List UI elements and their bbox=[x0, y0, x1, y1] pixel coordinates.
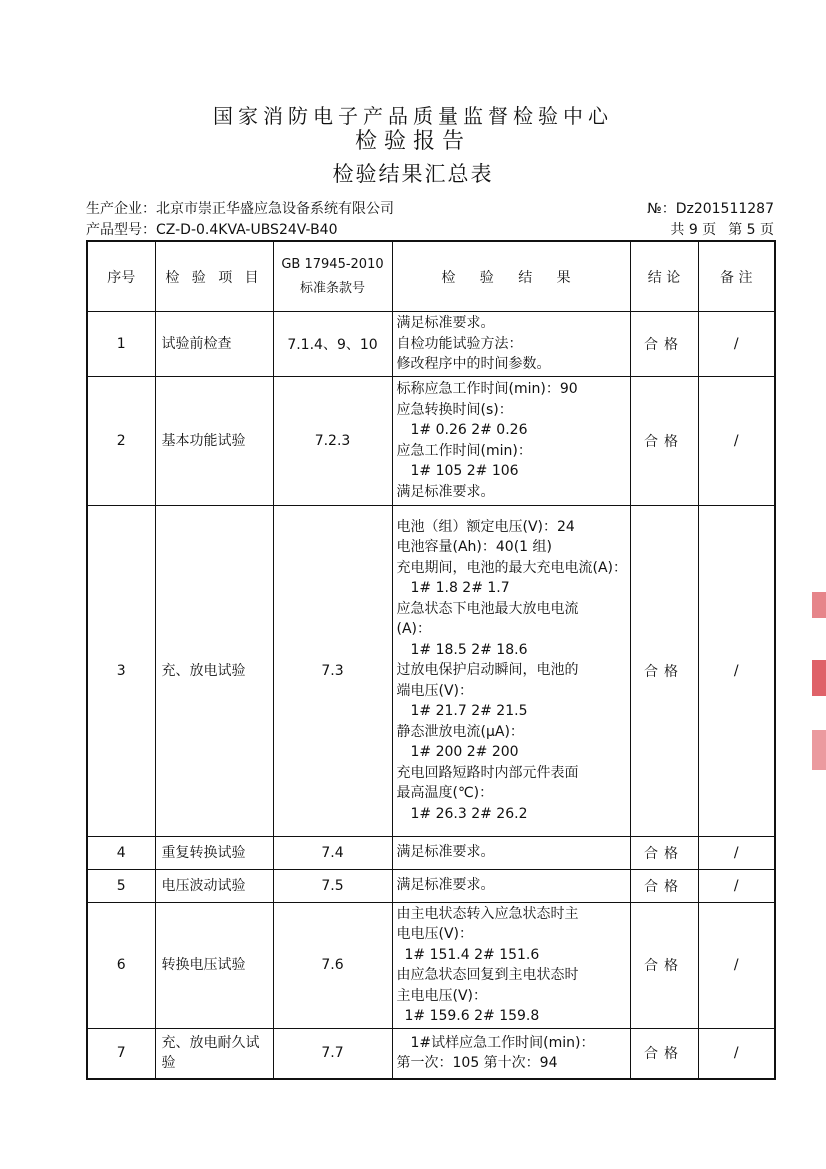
col-header-item: 检 验 项 目 bbox=[155, 241, 273, 312]
total-pages: 共 9 页 bbox=[670, 222, 717, 238]
result-line: 满足标准要求。 bbox=[396, 483, 495, 500]
row-item-name: 试验前检查 bbox=[155, 312, 273, 377]
result-line: (A)： bbox=[396, 621, 432, 638]
row-clause: 7.1.4、9、10 bbox=[273, 312, 392, 377]
results-table bbox=[86, 240, 776, 1080]
result-line: 1# 151.4 2# 151.6 bbox=[404, 946, 540, 963]
row-clause: 7.5 bbox=[273, 869, 392, 902]
row-item-name: 电压波动试验 bbox=[155, 869, 273, 902]
table-row bbox=[87, 836, 775, 869]
result-line: 1#试样应急工作时间(min)： bbox=[410, 1034, 595, 1051]
result-line: 1# 18.5 2# 18.6 bbox=[410, 641, 528, 658]
row-conclusion: 合格 bbox=[630, 505, 698, 836]
row-remark: / bbox=[698, 836, 775, 869]
row-item-name: 基本功能试验 bbox=[155, 376, 273, 505]
col-header-conclusion: 结 论 bbox=[630, 241, 698, 312]
result-line: 满足标准要求。 bbox=[396, 315, 495, 331]
col-header-standard-clause: 标准条款号 bbox=[299, 280, 365, 296]
result-line: 1# 159.6 2# 159.8 bbox=[404, 1008, 540, 1024]
result-line: 1# 0.26 2# 0.26 bbox=[410, 422, 528, 438]
result-line: 最高温度(℃)： bbox=[396, 785, 494, 802]
table-row bbox=[87, 505, 775, 836]
row-item-name: 充、放电耐久试验 bbox=[155, 1028, 273, 1079]
row-result bbox=[392, 376, 630, 505]
result-line: 应急工作时间(min)： bbox=[396, 442, 532, 459]
result-line: 电池（组）额定电压(V)：24 bbox=[396, 518, 575, 535]
result-line: 静态泄放电流(μA)： bbox=[396, 723, 524, 740]
result-line: 1# 105 2# 106 bbox=[410, 463, 519, 479]
result-line: 第一次：105 第十次：94 bbox=[396, 1055, 558, 1072]
row-remark: / bbox=[698, 869, 775, 902]
row-result bbox=[392, 902, 630, 1028]
manufacturer-row bbox=[86, 198, 774, 218]
summary-table-title: 检验结果汇总表 bbox=[332, 162, 494, 186]
seal-fragment bbox=[812, 730, 826, 770]
page-number: 第 5 页 bbox=[728, 222, 774, 238]
result-line: 电池容量(Ah)：40(1 组) bbox=[396, 539, 552, 556]
row-item-name: 充、放电试验 bbox=[155, 505, 273, 836]
row-conclusion: 合格 bbox=[630, 312, 698, 377]
row-item-name: 转换电压试验 bbox=[155, 902, 273, 1028]
row-result bbox=[392, 869, 630, 902]
row-clause: 7.4 bbox=[273, 836, 392, 869]
result-line: 满足标准要求。 bbox=[396, 877, 495, 894]
row-remark: / bbox=[698, 505, 775, 836]
col-header-standard-code: GB 17945-2010 bbox=[281, 256, 384, 272]
result-line: 1# 26.3 2# 26.2 bbox=[410, 805, 528, 822]
report-number: №：Dz201511287 bbox=[647, 201, 774, 217]
model-value: CZ-D-0.4KVA-UBS24V-B40 bbox=[156, 222, 338, 238]
result-line: 主电电压(V)： bbox=[396, 987, 488, 1004]
result-line: 1# 1.8 2# 1.7 bbox=[410, 580, 510, 597]
row-clause: 7.6 bbox=[273, 902, 392, 1028]
result-line: 修改程序中的时间参数。 bbox=[396, 356, 551, 372]
table-header-row bbox=[87, 241, 775, 312]
row-remark: / bbox=[698, 376, 775, 505]
report-title: 检验报告 bbox=[354, 129, 471, 154]
page-info bbox=[658, 219, 774, 239]
result-line: 应急状态下电池最大放电电流 bbox=[396, 600, 579, 617]
row-clause: 7.7 bbox=[273, 1028, 392, 1079]
seal-fragment bbox=[812, 660, 826, 696]
row-result bbox=[392, 1028, 630, 1079]
table-row bbox=[87, 1028, 775, 1079]
model-row bbox=[86, 219, 774, 239]
row-remark: / bbox=[698, 312, 775, 377]
col-header-no: 序号 bbox=[87, 241, 155, 312]
row-number: 2 bbox=[87, 376, 155, 505]
manufacturer-label: 生产企业： bbox=[86, 201, 156, 217]
result-line: 满足标准要求。 bbox=[396, 844, 495, 861]
table-row bbox=[87, 376, 775, 505]
manufacturer-info bbox=[86, 198, 394, 218]
table-row bbox=[87, 902, 775, 1028]
row-conclusion: 合格 bbox=[630, 902, 698, 1028]
row-number: 7 bbox=[87, 1028, 155, 1079]
row-clause: 7.2.3 bbox=[273, 376, 392, 505]
row-item-name: 重复转换试验 bbox=[155, 836, 273, 869]
row-result bbox=[392, 505, 630, 836]
row-number: 4 bbox=[87, 836, 155, 869]
result-line: 由应急状态回复到主电状态时 bbox=[396, 967, 579, 983]
table-row bbox=[87, 869, 775, 902]
row-result bbox=[392, 312, 630, 377]
result-line: 标称应急工作时间(min)：90 bbox=[396, 381, 578, 397]
table-row bbox=[87, 312, 775, 377]
col-header-remark: 备 注 bbox=[698, 241, 775, 312]
result-line: 充电回路短路时内部元件表面 bbox=[396, 764, 579, 781]
row-remark: / bbox=[698, 1028, 775, 1079]
row-clause: 7.3 bbox=[273, 505, 392, 836]
result-line: 电电压(V)： bbox=[396, 926, 474, 942]
table-body bbox=[87, 312, 775, 1080]
col-header-result: 检 验 结 果 bbox=[392, 241, 630, 312]
row-conclusion: 合格 bbox=[630, 376, 698, 505]
model-label: 产品型号： bbox=[86, 222, 156, 238]
model-info bbox=[86, 219, 338, 239]
result-line: 自检功能试验方法： bbox=[396, 335, 523, 352]
result-line: 过放电保护启动瞬间，电池的 bbox=[396, 662, 579, 679]
row-conclusion: 合格 bbox=[630, 836, 698, 869]
result-line: 1# 21.7 2# 21.5 bbox=[410, 703, 528, 720]
organization-title: 国家消防电子产品质量监督检验中心 bbox=[213, 104, 613, 128]
row-conclusion: 合格 bbox=[630, 1028, 698, 1079]
seal-fragment bbox=[812, 592, 826, 618]
result-line: 充电期间，电池的最大充电电流(A)： bbox=[396, 559, 628, 576]
row-number: 3 bbox=[87, 505, 155, 836]
row-number: 6 bbox=[87, 902, 155, 1028]
col-header-standard bbox=[273, 241, 392, 312]
row-result bbox=[392, 836, 630, 869]
row-remark: / bbox=[698, 902, 775, 1028]
manufacturer-name: 北京市崇正华盛应急设备系统有限公司 bbox=[156, 201, 394, 217]
result-line: 1# 200 2# 200 bbox=[410, 744, 519, 761]
row-number: 5 bbox=[87, 869, 155, 902]
result-line: 端电压(V)： bbox=[396, 682, 474, 699]
result-line: 由主电状态转入应急状态时主 bbox=[396, 905, 579, 922]
row-conclusion: 合格 bbox=[630, 869, 698, 902]
row-number: 1 bbox=[87, 312, 155, 377]
result-line: 应急转换时间(s)： bbox=[396, 401, 513, 418]
